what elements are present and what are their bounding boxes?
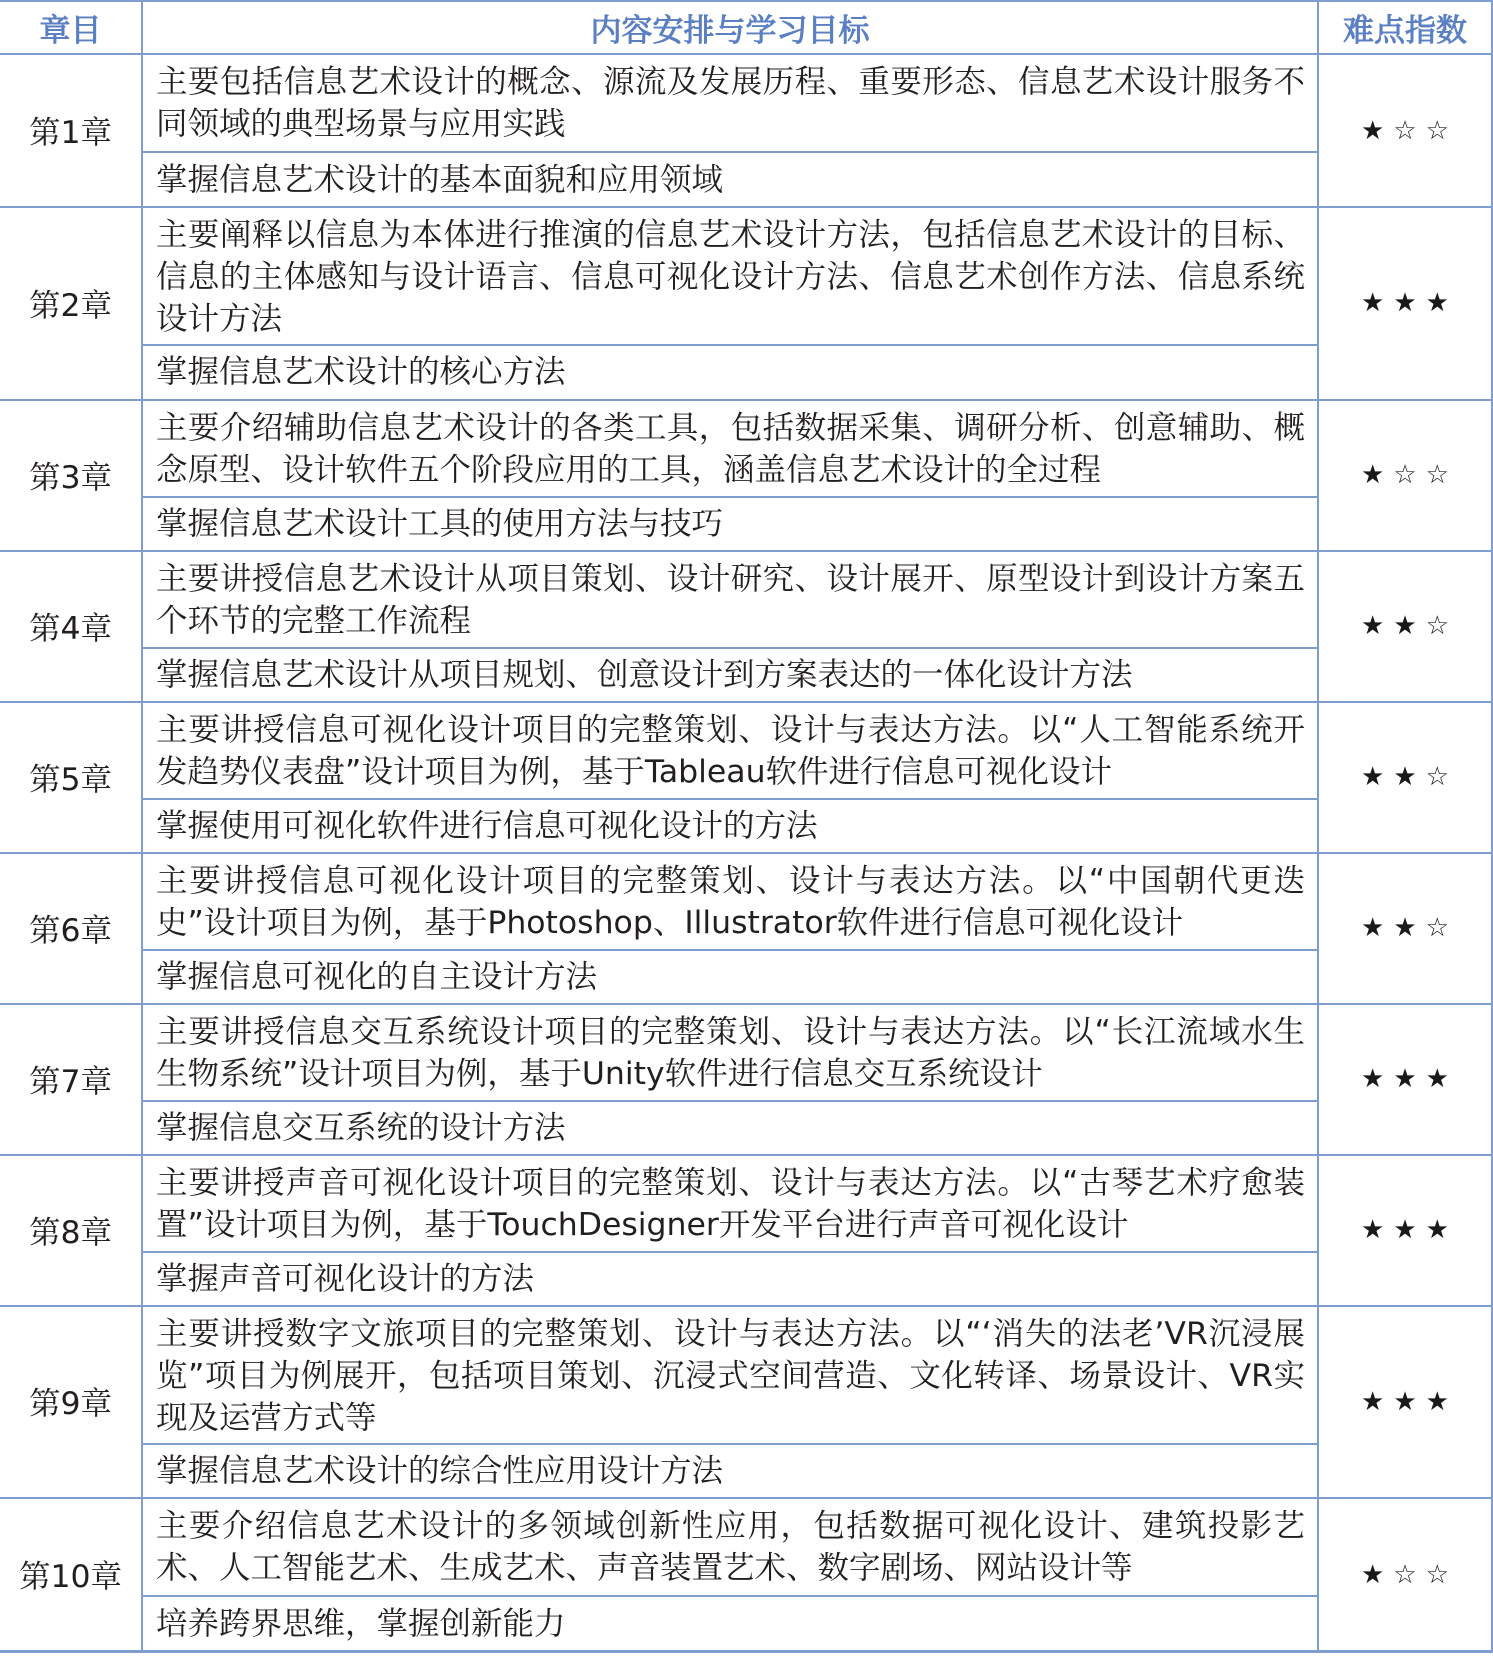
content-description: 主要讲授信息可视化设计项目的完整策划、设计与表达方法。以“人工智能系统开发趋势仪表盘”设计项目为例，基于Tableau软件进行信息可视化设计 xyxy=(156,711,1305,790)
chapter-label: 第4章 xyxy=(0,552,143,701)
chapter-label: 第10章 xyxy=(0,1499,143,1650)
difficulty-stars: ★☆☆ xyxy=(1319,55,1493,206)
table-row-chapter-2 xyxy=(0,208,1493,401)
chapter-label: 第2章 xyxy=(0,208,143,399)
content-cell xyxy=(143,401,1319,550)
header-content: 内容安排与学习目标 xyxy=(143,2,1319,53)
content-cell xyxy=(143,55,1319,206)
difficulty-stars: ★★☆ xyxy=(1319,854,1493,1003)
chapter-label: 第3章 xyxy=(0,401,143,550)
table-row-chapter-1 xyxy=(0,55,1493,208)
table-row-chapter-9 xyxy=(0,1307,1493,1500)
content-cell xyxy=(143,1499,1319,1650)
content-description: 主要讲授声音可视化设计项目的完整策划、设计与表达方法。以“古琴艺术疗愈装置”设计项目为例，基于TouchDesigner开发平台进行声音可视化设计 xyxy=(156,1164,1305,1243)
content-description: 主要包括信息艺术设计的概念、源流及发展历程、重要形态、信息艺术设计服务不同领域的典型场景与应用实践 xyxy=(156,64,1305,142)
difficulty-stars: ★★☆ xyxy=(1319,552,1493,701)
header-difficulty: 难点指数 xyxy=(1319,2,1493,53)
chapter-label: 第9章 xyxy=(0,1307,143,1498)
content-description: 主要阐释以信息为本体进行推演的信息艺术设计方法，包括信息艺术设计的目标、信息的主体感知与设计语言、信息可视化设计方法、信息艺术创作方法、信息系统设计方法 xyxy=(156,217,1305,337)
table-header xyxy=(0,2,1493,55)
learning-goal: 培养跨界思维，掌握创新能力 xyxy=(143,1595,1317,1650)
difficulty-stars: ★★★ xyxy=(1319,208,1493,399)
content-cell xyxy=(143,1005,1319,1154)
content-description: 主要介绍辅助信息艺术设计的各类工具，包括数据采集、调研分析、创意辅助、概念原型、设计软件五个阶段应用的工具，涵盖信息艺术设计的全过程 xyxy=(156,409,1305,488)
chapter-label: 第1章 xyxy=(0,55,143,206)
content-cell xyxy=(143,552,1319,701)
table-row-chapter-3 xyxy=(0,401,1493,552)
chapter-label: 第8章 xyxy=(0,1156,143,1305)
table-row-chapter-5 xyxy=(0,703,1493,854)
learning-goal: 掌握声音可视化设计的方法 xyxy=(143,1251,1317,1305)
learning-goal: 掌握信息艺术设计的基本面貌和应用领域 xyxy=(143,151,1317,206)
learning-goal: 掌握信息交互系统的设计方法 xyxy=(143,1100,1317,1154)
difficulty-stars: ★★★ xyxy=(1319,1005,1493,1154)
chapter-label: 第6章 xyxy=(0,854,143,1003)
learning-goal: 掌握信息艺术设计的核心方法 xyxy=(143,344,1317,399)
difficulty-stars: ★☆☆ xyxy=(1319,401,1493,550)
content-description: 主要讲授数字文旅项目的完整策划、设计与表达方法。以“‘消失的法老’VR沉浸展览”项目为例展开，包括项目策划、沉浸式空间营造、文化转译、场景设计、VR实现及运营方式等 xyxy=(156,1315,1305,1436)
table-row-chapter-6 xyxy=(0,854,1493,1005)
learning-goal: 掌握信息可视化的自主设计方法 xyxy=(143,949,1317,1003)
difficulty-stars: ★★★ xyxy=(1319,1156,1493,1305)
content-cell xyxy=(143,208,1319,399)
learning-goal: 掌握使用可视化软件进行信息可视化设计的方法 xyxy=(143,798,1317,852)
content-description: 主要介绍信息艺术设计的多领域创新性应用，包括数据可视化设计、建筑投影艺术、人工智能艺术、生成艺术、声音装置艺术、数字剧场、网站设计等 xyxy=(156,1508,1305,1586)
content-description: 主要讲授信息艺术设计从项目策划、设计研究、设计展开、原型设计到设计方案五个环节的完整工作流程 xyxy=(156,560,1305,639)
table-row-chapter-4 xyxy=(0,552,1493,703)
content-cell xyxy=(143,703,1319,852)
table-row-chapter-8 xyxy=(0,1156,1493,1307)
difficulty-stars: ★★★ xyxy=(1319,1307,1493,1498)
header-chapter: 章目 xyxy=(0,2,143,53)
learning-goal: 掌握信息艺术设计工具的使用方法与技巧 xyxy=(143,496,1317,550)
difficulty-stars: ★★☆ xyxy=(1319,703,1493,852)
chapter-label: 第7章 xyxy=(0,1005,143,1154)
learning-goal: 掌握信息艺术设计的综合性应用设计方法 xyxy=(143,1443,1317,1498)
difficulty-stars: ★☆☆ xyxy=(1319,1499,1493,1650)
table-row-chapter-10 xyxy=(0,1499,1493,1653)
table-row-chapter-7 xyxy=(0,1005,1493,1156)
content-cell xyxy=(143,1307,1319,1498)
content-cell xyxy=(143,1156,1319,1305)
content-description: 主要讲授信息交互系统设计项目的完整策划、设计与表达方法。以“长江流域水生生物系统”设计项目为例，基于Unity软件进行信息交互系统设计 xyxy=(156,1013,1305,1092)
content-cell xyxy=(143,854,1319,1003)
chapter-label: 第5章 xyxy=(0,703,143,852)
content-description: 主要讲授信息可视化设计项目的完整策划、设计与表达方法。以“中国朝代更迭史”设计项目为例，基于Photoshop、Illustrator软件进行信息可视化设计 xyxy=(156,862,1305,941)
learning-goal: 掌握信息艺术设计从项目规划、创意设计到方案表达的一体化设计方法 xyxy=(143,647,1317,701)
